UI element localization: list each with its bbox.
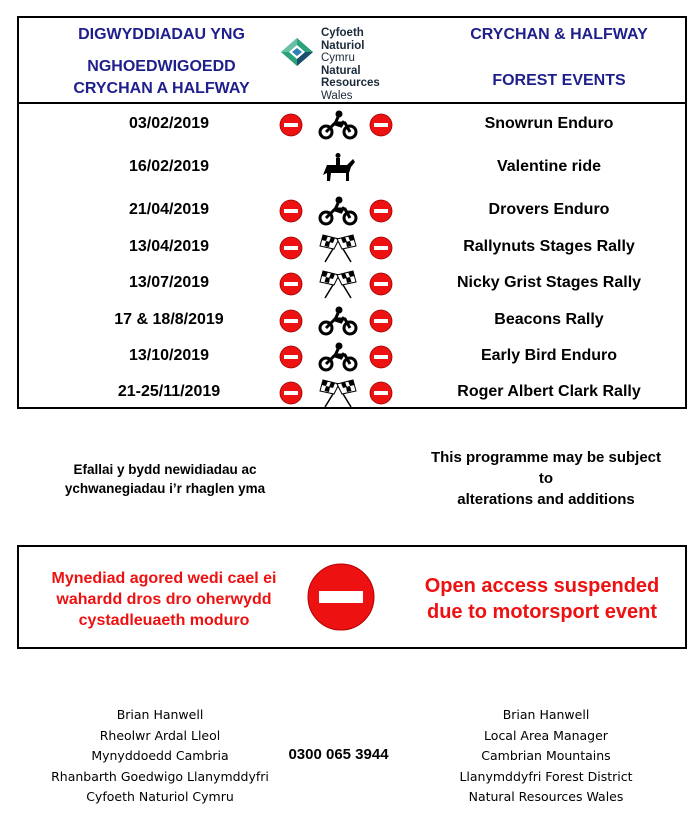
no-entry-icon xyxy=(369,199,393,223)
contact-line: Brian Hanwell xyxy=(116,707,204,722)
logo-word: Naturiol xyxy=(321,39,365,52)
event-date: 13/10/2019 xyxy=(128,347,210,364)
no-entry-icon xyxy=(279,345,303,369)
contact-line: Brian Hanwell xyxy=(502,707,590,722)
event-date: 21/04/2019 xyxy=(128,201,210,218)
event-row xyxy=(19,150,685,186)
warning-line: Open access suspended xyxy=(424,575,660,597)
welsh-title-line: CRYCHAN A HALFWAY xyxy=(73,80,250,97)
english-programme-note xyxy=(396,447,696,510)
no-entry-icon xyxy=(279,381,303,405)
motorbike-icon xyxy=(317,196,359,226)
english-contact-block xyxy=(416,705,676,808)
contact-line: Rheolwr Ardal Lleol xyxy=(99,727,221,743)
checkered-flags-icon xyxy=(317,233,359,263)
warning-line: Mynediad agored wedi cael ei xyxy=(51,570,277,587)
checkered-flags-icon xyxy=(317,378,359,408)
logo-word: Natural xyxy=(321,64,361,77)
checkered-flags-icon xyxy=(317,269,359,299)
event-name: Drovers Enduro xyxy=(488,201,610,218)
logo-word: Cymru xyxy=(321,52,355,64)
note-line: ychwanegiadau i’r rhaglen yma xyxy=(64,481,266,496)
no-entry-icon xyxy=(306,562,376,632)
event-date: 21-25/11/2019 xyxy=(117,383,221,400)
no-entry-icon xyxy=(279,199,303,223)
logo-word: Cyfoeth xyxy=(321,27,364,39)
access-warning-box xyxy=(17,545,687,649)
note-line: alterations and additions xyxy=(457,491,635,508)
events-table xyxy=(17,16,687,409)
event-row xyxy=(19,230,685,266)
event-date: 17 & 18/8/2019 xyxy=(114,311,224,328)
no-entry-icon xyxy=(369,381,393,405)
event-row xyxy=(19,266,685,302)
event-date: 16/02/2019 xyxy=(128,158,210,175)
contact-line: Cyfoeth Naturiol Cymru xyxy=(86,789,234,804)
warning-line: cystadleuaeth moduro xyxy=(78,612,250,629)
warning-line: due to motorsport event xyxy=(426,601,657,623)
logo-word: Resources xyxy=(321,77,380,89)
contact-line: Rhanbarth Goedwigo Llanymddyfri xyxy=(51,768,269,784)
note-line: Efallai y bydd newidiadau ac xyxy=(73,462,257,477)
no-entry-icon xyxy=(369,113,393,137)
event-row xyxy=(19,193,685,229)
welsh-title xyxy=(29,24,294,100)
welsh-title-line: DIGWYDDIADAU YNG xyxy=(78,26,245,43)
motorbike-icon xyxy=(317,110,359,140)
contact-line: Local Area Manager xyxy=(484,727,608,743)
event-date: 13/07/2019 xyxy=(128,274,210,291)
no-entry-icon xyxy=(279,236,303,260)
event-row xyxy=(19,375,685,411)
english-title-line: FOREST EVENTS xyxy=(492,72,626,89)
event-name: Beacons Rally xyxy=(494,311,604,328)
horse-rider-icon xyxy=(317,153,359,183)
phone-number: 0300 065 3944 xyxy=(288,746,389,763)
welsh-title-line: NGHOEDWIGOEDD xyxy=(87,58,236,75)
no-entry-icon xyxy=(369,272,393,296)
no-entry-icon xyxy=(279,113,303,137)
event-name: Roger Albert Clark Rally xyxy=(457,383,641,400)
english-title xyxy=(439,22,679,94)
no-entry-icon xyxy=(279,272,303,296)
motorbike-icon xyxy=(317,342,359,372)
warning-line: wahardd dros dro oherwydd xyxy=(56,591,272,608)
logo-word: Wales xyxy=(321,89,353,102)
contact-line: Mynyddoedd Cambria xyxy=(91,748,229,763)
welsh-programme-note xyxy=(20,460,310,498)
english-warning xyxy=(407,573,677,625)
nrw-logo-mark-icon xyxy=(277,32,317,72)
nrw-logo xyxy=(277,26,407,102)
contact-line: Llanymddyfri Forest District xyxy=(459,768,633,784)
welsh-warning xyxy=(25,568,303,631)
event-name: Snowrun Enduro xyxy=(484,115,614,132)
contact-line: Natural Resources Wales xyxy=(468,789,624,804)
event-name: Rallynuts Stages Rally xyxy=(463,238,635,255)
event-name: Nicky Grist Stages Rally xyxy=(456,274,642,291)
event-date: 13/04/2019 xyxy=(128,238,210,255)
motorbike-icon xyxy=(317,306,359,336)
contact-line: Cambrian Mountains xyxy=(481,748,611,763)
note-line: to xyxy=(538,470,554,487)
event-date: 03/02/2019 xyxy=(128,115,210,132)
logo-wordmark xyxy=(321,27,380,102)
no-entry-icon xyxy=(369,236,393,260)
note-line: This programme may be subject xyxy=(430,449,662,466)
no-entry-icon xyxy=(369,345,393,369)
no-entry-icon xyxy=(279,309,303,333)
table-header xyxy=(19,18,685,104)
welsh-contact-block xyxy=(30,705,290,808)
english-title-line: CRYCHAN & HALFWAY xyxy=(470,26,648,43)
no-entry-icon xyxy=(369,309,393,333)
event-row xyxy=(19,303,685,339)
event-name: Early Bird Enduro xyxy=(480,347,618,364)
event-name: Valentine ride xyxy=(496,158,602,175)
event-row xyxy=(19,107,685,143)
event-row xyxy=(19,339,685,375)
